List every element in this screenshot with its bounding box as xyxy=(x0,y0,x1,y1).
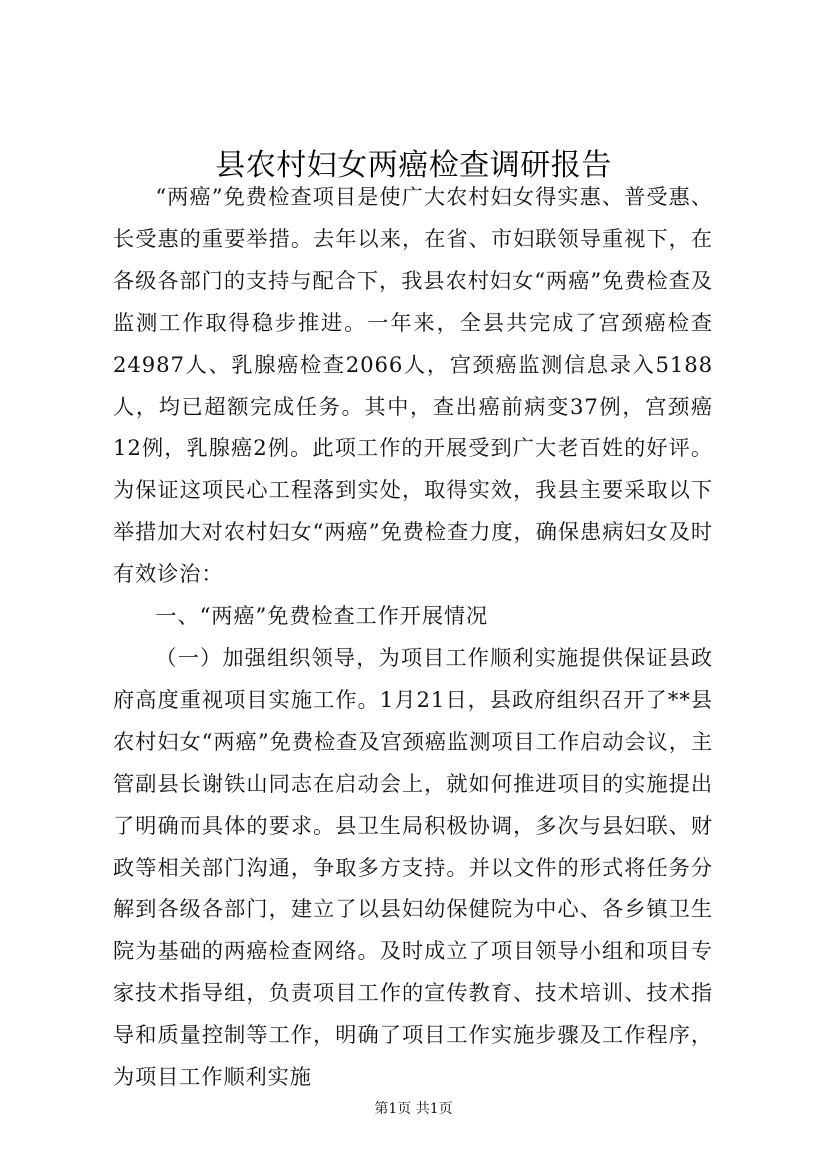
paragraph-organization: （一）加强组织领导，为项目工作顺利实施提供保证县政府高度重视项目实施工作。1月21日，县政府组织召开了**县农村妇女“两癌”免费检查及宫颈癌监测项目工作启动会议，主管副县长谢铁山同志在启动会上，就如何推进项目的实施提出了明确而具体的要求。县卫生局积极协调，多次与县妇联、财政等相关部门沟通，争取多方支持。并以文件的形式将任务分解到各级各部门，建立了以县妇幼保健院为中心、各乡镇卫生院为基础的两癌检查网络。及时成立了项目领导小组和项目专家技术指导组，负责项目工作的宣传教育、技术培训、技术指导和质量控制等工作，明确了项目工作实施步骤及工作程序，为项目工作顺利实施 xyxy=(113,644,713,1090)
document-body xyxy=(113,176,713,1098)
section-heading: 一、“两癌”免费检查工作开展情况 xyxy=(155,603,489,629)
page-footer: 第1页 共1页 xyxy=(374,1101,453,1117)
document-title: 县农村妇女两癌检查调研报告 xyxy=(215,148,612,183)
paragraph-intro: “两癌”免费检查项目是使广大农村妇女得实惠、普受惠、长受惠的重要举措。去年以来，在省、市妇联领导重视下，在各级各部门的支持与配合下，我县农村妇女“两癌”免费检查及监测工作取得稳步推进。一年来，全县共完成了宫颈癌检查24987人、乳腺癌检查2066人，宫颈癌监测信息录入5188人，均已超额完成任务。其中，查出癌前病变37例，宫颈癌12例，乳腺癌2例。此项工作的开展受到广大老百姓的好评。为保证这项民心工程落到实处，取得实效，我县主要采取以下举措加大对农村妇女“两癌”免费检查力度，确保患病妇女及时有效诊治： xyxy=(113,184,713,587)
